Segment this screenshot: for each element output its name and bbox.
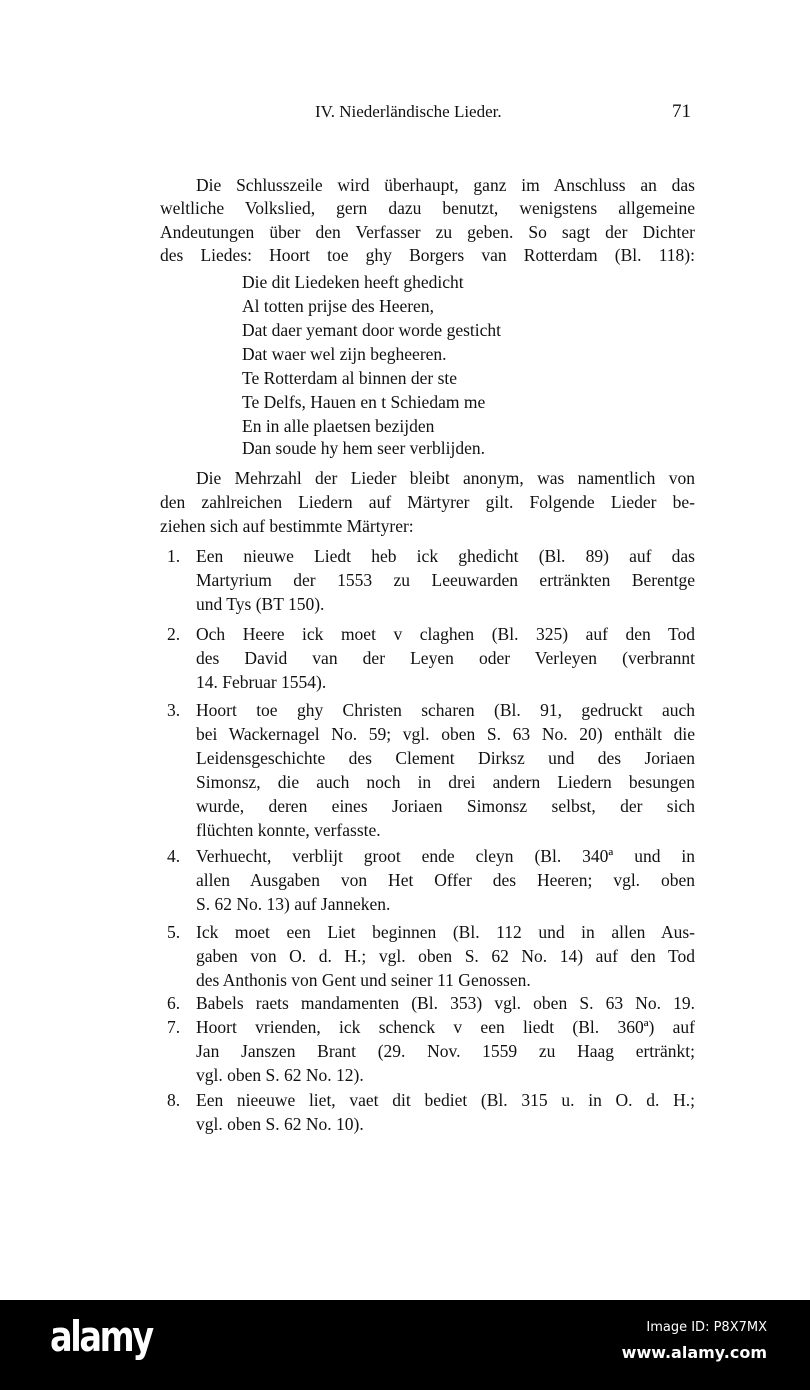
list-item-line: wurde, deren eines Joriaen Simonsz selbst, der sich bbox=[196, 796, 695, 816]
paragraph-line: ziehen sich auf bestimmte Märtyrer: bbox=[160, 516, 414, 536]
running-header: IV. Niederländische Lieder. bbox=[315, 102, 502, 121]
list-item-number: 4. bbox=[167, 846, 181, 866]
list-item-line: allen Ausgaben von Het Offer des Heeren; vgl. oben bbox=[196, 870, 695, 890]
watermark-bar bbox=[0, 1300, 810, 1390]
list-item-line: vgl. oben S. 62 No. 10). bbox=[196, 1114, 364, 1134]
list-item-line: vgl. oben S. 62 No. 12). bbox=[196, 1065, 364, 1085]
verse-line: En in alle plaetsen bezijden bbox=[242, 416, 435, 436]
list-item-number: 3. bbox=[167, 700, 181, 720]
list-item-line: flüchten konnte, verfasste. bbox=[196, 820, 381, 840]
list-item-number: 5. bbox=[167, 922, 181, 942]
list-item-line: Jan Janszen Brant (29. Nov. 1559 zu Haag ertränkt; bbox=[196, 1041, 695, 1061]
list-item-line: des Anthonis von Gent und seiner 11 Genossen. bbox=[196, 970, 531, 990]
paragraph-line: des Liedes: Hoort toe ghy Borgers van Rotterdam (Bl. 118): bbox=[160, 245, 695, 265]
list-item-line: und Tys (BT 150). bbox=[196, 594, 325, 614]
list-item-line: des David van der Leyen oder Verleyen (verbrannt bbox=[196, 648, 695, 668]
list-item-line: 14. Februar 1554). bbox=[196, 672, 327, 692]
verse-line: Dan soude hy hem seer verblijden. bbox=[242, 438, 485, 458]
paragraph-line: Andeutungen über den Verfasser zu geben. So sagt der Dichter bbox=[160, 222, 695, 242]
list-item-line: bei Wackernagel No. 59; vgl. oben S. 63 No. 20) enthält die bbox=[196, 724, 695, 744]
list-item-line: Babels raets mandamenten (Bl. 353) vgl. oben S. 63 No. 19. bbox=[196, 993, 695, 1013]
paragraph-line: Die Mehrzahl der Lieder bleibt anonym, was namentlich von bbox=[196, 468, 695, 488]
list-item-line: Och Heere ick moet v claghen (Bl. 325) auf den Tod bbox=[196, 624, 695, 644]
list-item-line: Een nieeuwe liet, vaet dit bediet (Bl. 315 u. in O. d. H.; bbox=[196, 1090, 695, 1110]
list-item-line: gaben von O. d. H.; vgl. oben S. 62 No. 14) auf den Tod bbox=[196, 946, 695, 966]
list-item-line: Hoort vrienden, ick schenck v een liedt (Bl. 360ª) auf bbox=[196, 1017, 695, 1037]
list-item-line: S. 62 No. 13) auf Janneken. bbox=[196, 894, 391, 914]
verse-line: Dat waer wel zijn begheeren. bbox=[242, 344, 447, 364]
paragraph-line: Die Schlusszeile wird überhaupt, ganz im Anschluss an das bbox=[196, 175, 695, 195]
list-item-number: 7. bbox=[167, 1017, 181, 1037]
list-item-number: 1. bbox=[167, 546, 181, 566]
verse-line: Die dit Liedeken heeft ghedicht bbox=[242, 272, 464, 292]
list-item-number: 8. bbox=[167, 1090, 181, 1110]
verse-line: Dat daer yemant door worde gesticht bbox=[242, 320, 502, 340]
list-item-line: Leidensgeschichte des Clement Dirksz und des Joriaen bbox=[196, 748, 695, 768]
list-item-line: Ick moet een Liet beginnen (Bl. 112 und in allen Aus- bbox=[196, 922, 695, 942]
list-item-line: Martyrium der 1553 zu Leeuwarden ertränkten Berentge bbox=[196, 570, 695, 590]
verse-line: Te Delfs, Hauen en t Schiedam me bbox=[242, 392, 486, 412]
list-item-line: Een nieuwe Liedt heb ick ghedicht (Bl. 89) auf das bbox=[196, 546, 695, 566]
list-item-number: 6. bbox=[167, 993, 181, 1013]
alamy-logo: alamy bbox=[50, 1312, 152, 1361]
paragraph-line: den zahlreichen Liedern auf Märtyrer gilt. Folgende Lieder be- bbox=[160, 492, 695, 512]
image-id: Image ID: P8X7MX bbox=[646, 1320, 767, 1335]
list-item-line: Verhuecht, verblijt groot ende cleyn (Bl. 340ª und in bbox=[196, 846, 695, 866]
verse-line: Te Rotterdam al binnen der ste bbox=[242, 368, 458, 388]
paragraph-line: weltliche Volkslied, gern dazu benutzt, wenigstens allgemeine bbox=[160, 198, 695, 218]
list-item-line: Hoort toe ghy Christen scharen (Bl. 91, gedruckt auch bbox=[196, 700, 695, 720]
watermark-url: www.alamy.com bbox=[621, 1343, 767, 1362]
page-number: 71 bbox=[672, 101, 691, 122]
list-item-number: 2. bbox=[167, 624, 181, 644]
list-item-line: Simonsz, die auch noch in drei andern Liedern besungen bbox=[196, 772, 695, 792]
verse-line: Al totten prijse des Heeren, bbox=[242, 296, 434, 316]
